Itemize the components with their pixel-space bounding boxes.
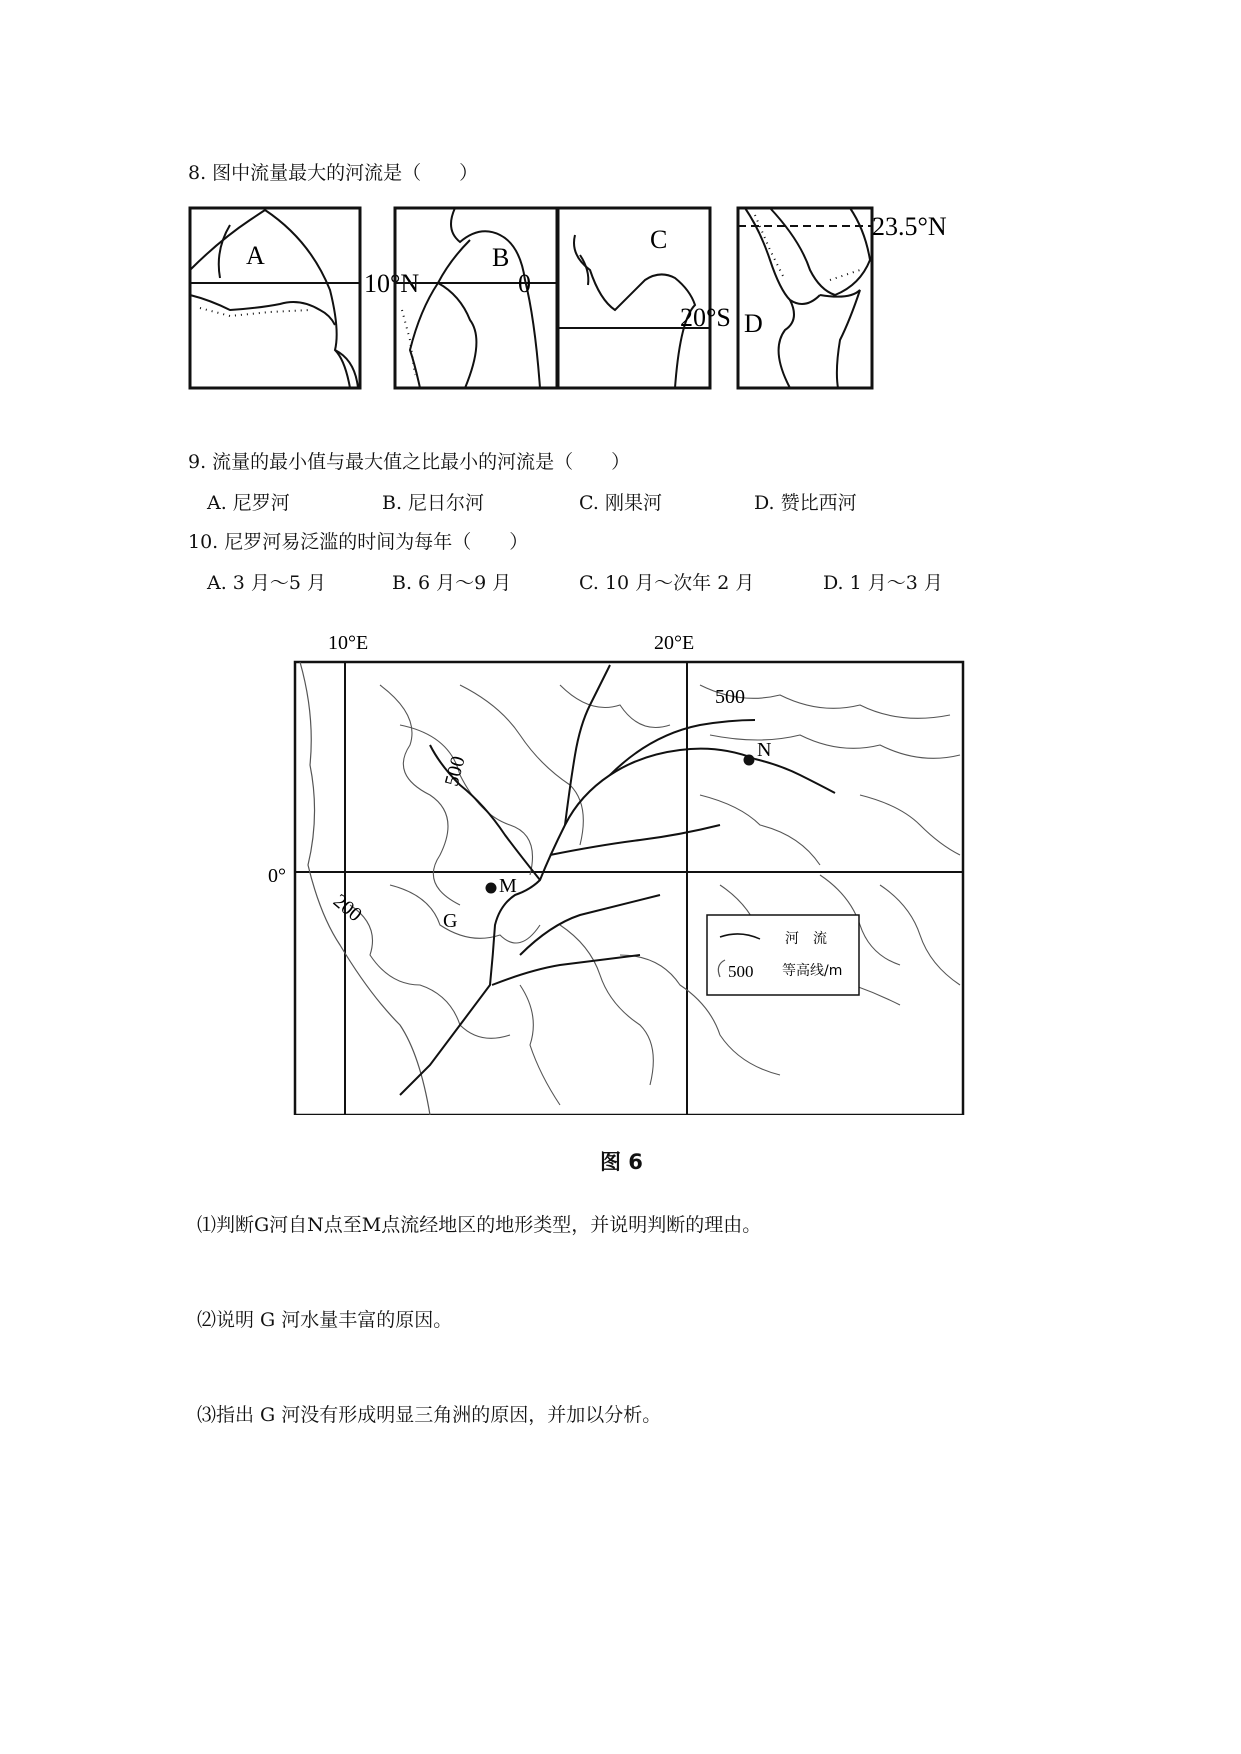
lat-label-equator: 0° bbox=[268, 865, 286, 887]
river-map-b bbox=[395, 208, 557, 388]
contour-label-500-right: 500 bbox=[715, 686, 745, 708]
river-map-c bbox=[558, 208, 731, 388]
point-n-label: N bbox=[757, 739, 772, 761]
question-9-options bbox=[207, 488, 1007, 514]
question-10-options bbox=[207, 568, 1007, 594]
legend-river: 河 流 bbox=[785, 931, 827, 947]
q10-option-b: B. 6 月～9 月 bbox=[392, 572, 512, 594]
contour-label-200: 200 bbox=[328, 889, 366, 927]
q9-option-a: A. 尼罗河 bbox=[207, 492, 290, 514]
map-c-letter: C bbox=[650, 225, 668, 254]
point-m-marker bbox=[486, 883, 497, 894]
q10-option-a: A. 3 月～5 月 bbox=[207, 572, 327, 594]
sub-question-2: ⑵说明 G 河水量丰富的原因。 bbox=[197, 1309, 453, 1331]
q9-option-b: B. 尼日尔河 bbox=[382, 492, 485, 514]
lon-label-10e: 10°E bbox=[328, 632, 369, 654]
question-8: 8. 图中流量最大的河流是（ ） bbox=[188, 162, 479, 184]
contour-label-500-left: 500 bbox=[440, 753, 470, 789]
q9-option-d: D. 赞比西河 bbox=[754, 492, 857, 514]
river-g-label: G bbox=[443, 910, 458, 932]
map-a-lat-label: 10°N bbox=[364, 269, 420, 298]
map-a-letter: A bbox=[246, 241, 265, 270]
map-b-letter: B bbox=[492, 243, 510, 272]
legend-contour-value: 500 bbox=[728, 962, 754, 981]
q10-option-d: D. 1 月～3 月 bbox=[823, 572, 943, 594]
map-legend bbox=[707, 915, 859, 995]
map-d-letter: D bbox=[744, 309, 763, 338]
question-9: 9. 流量的最小值与最大值之比最小的河流是（ ） bbox=[188, 451, 631, 473]
question-10: 10. 尼罗河易泛滥的时间为每年（ ） bbox=[188, 531, 529, 553]
sub-question-1: ⑴判断G河自N点至M点流经地区的地形类型，并说明判断的理由。 bbox=[197, 1214, 762, 1236]
lon-label-20e: 20°E bbox=[654, 632, 695, 654]
figure-6-caption: 图 6 bbox=[600, 1150, 643, 1174]
point-m-label: M bbox=[499, 875, 517, 897]
legend-contour: 等高线/m bbox=[782, 963, 843, 979]
figure-6-map bbox=[260, 625, 980, 1115]
river-map-d bbox=[738, 208, 947, 388]
point-n-marker bbox=[744, 755, 755, 766]
map-c-lat-label: 20°S bbox=[680, 303, 731, 332]
q10-option-c: C. 10 月～次年 2 月 bbox=[579, 572, 755, 594]
river-map-a bbox=[190, 208, 419, 388]
map-d-lat-label: 23.5°N bbox=[872, 212, 947, 241]
sub-question-3: ⑶指出 G 河没有形成明显三角洲的原因，并加以分析。 bbox=[197, 1404, 662, 1426]
map-b-lat-label: 0 bbox=[518, 269, 531, 298]
river-maps-figure bbox=[170, 200, 1070, 400]
q9-option-c: C. 刚果河 bbox=[579, 492, 662, 514]
